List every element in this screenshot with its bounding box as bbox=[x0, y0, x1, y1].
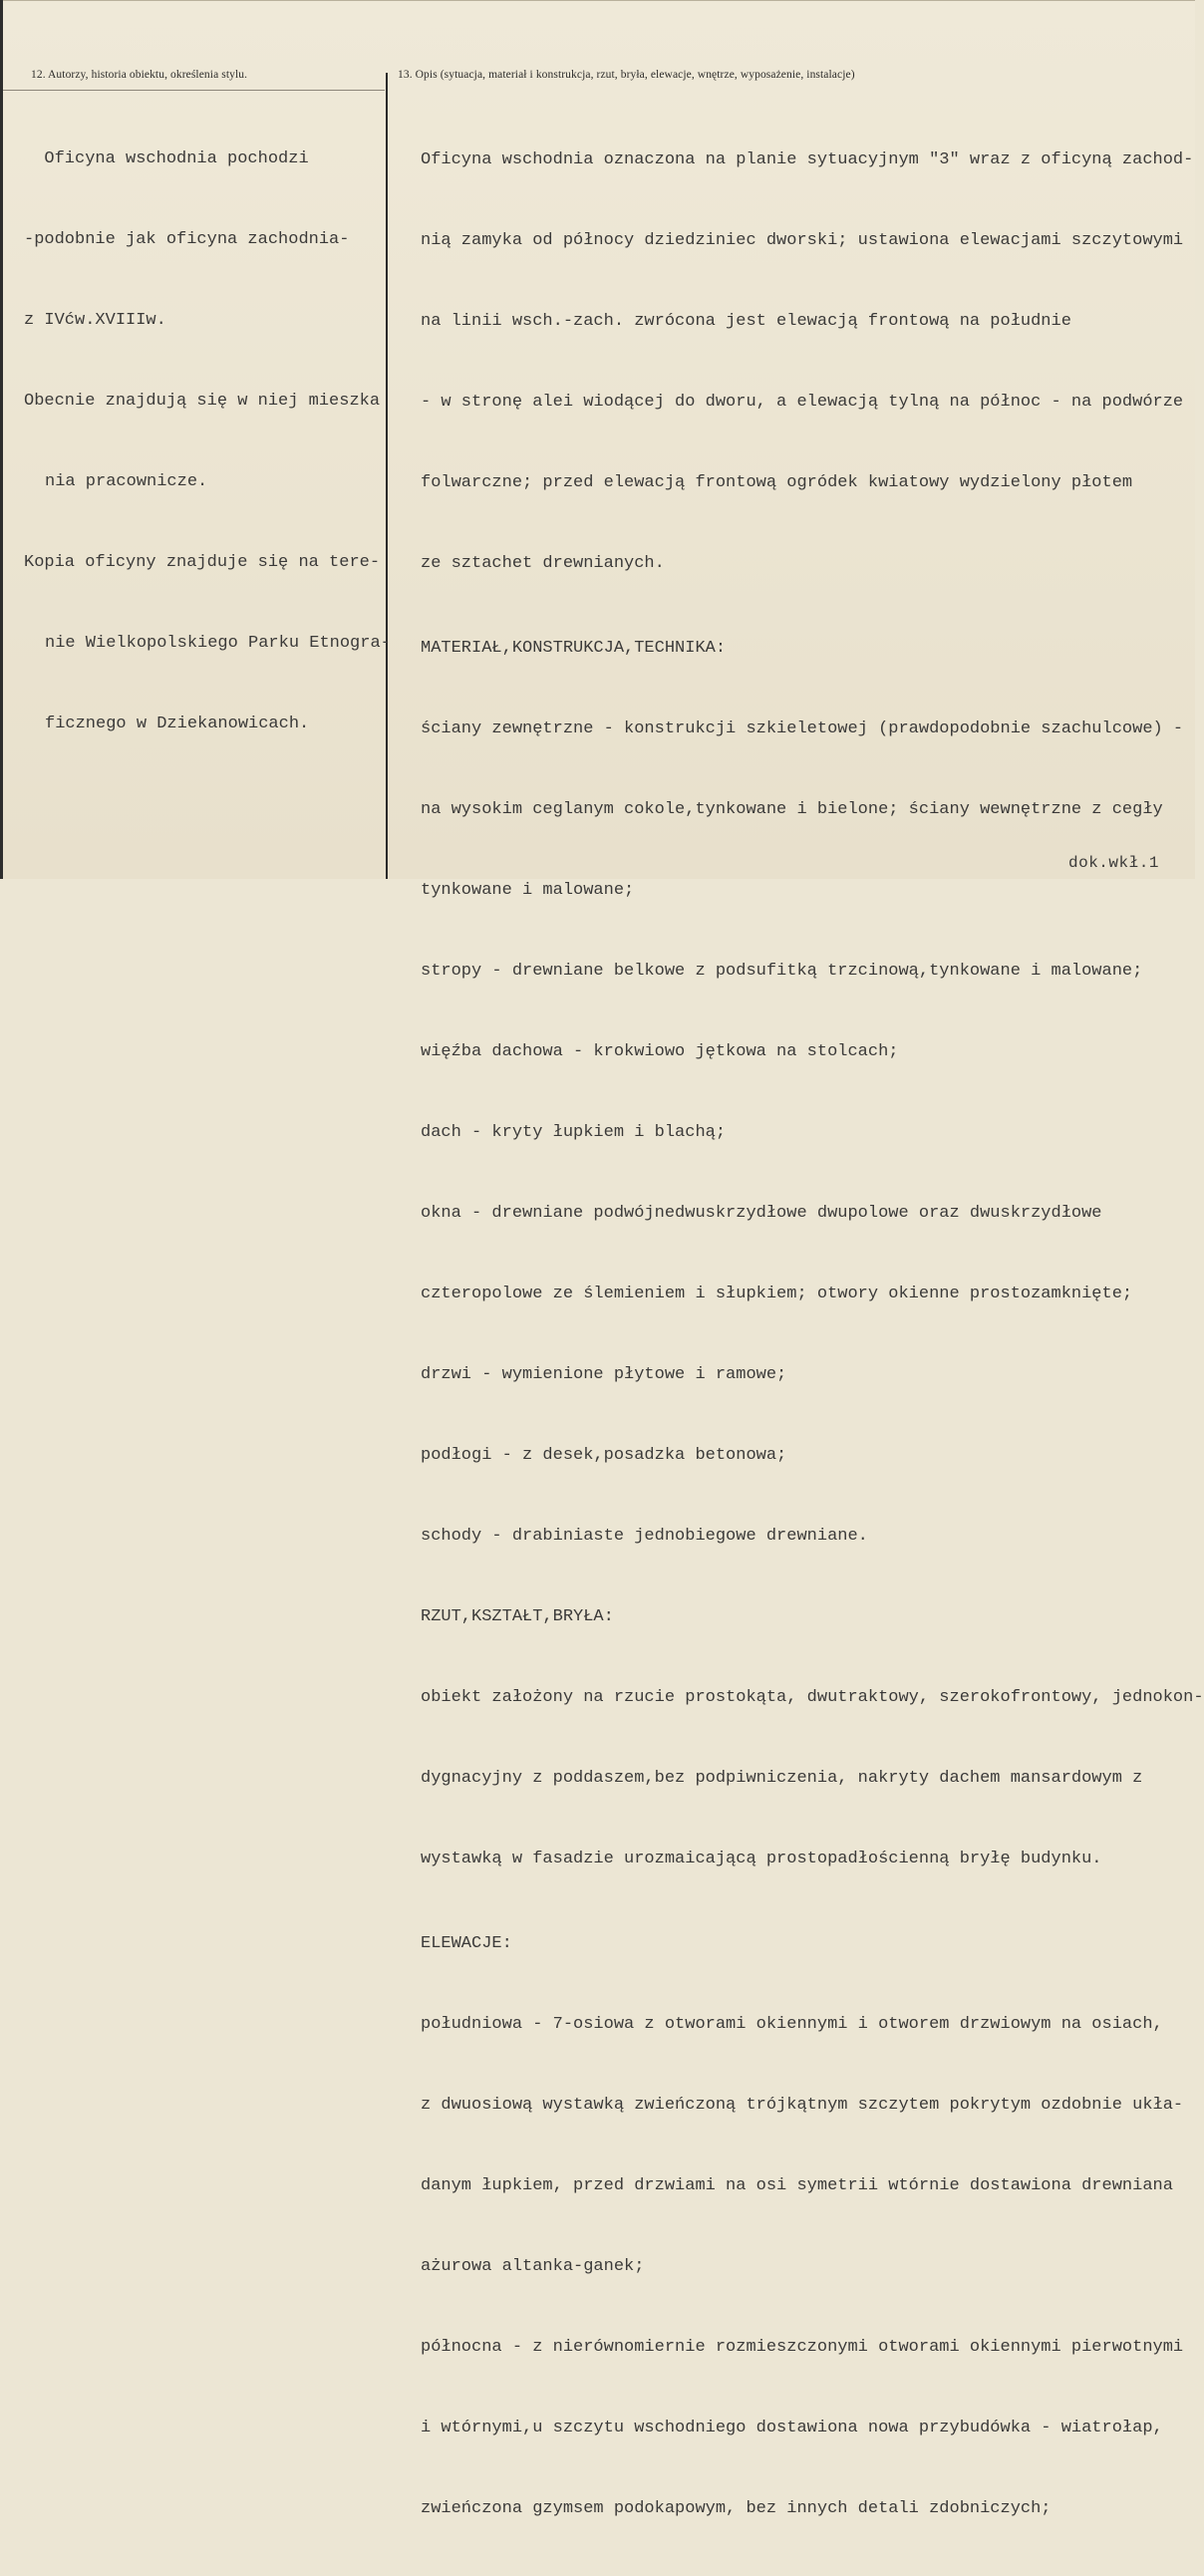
right-line: tynkowane i malowane; bbox=[421, 881, 635, 900]
right-line: południowa - 7-osiowa z otworami okiennymi i otworem drzwiowym na osiach, bbox=[421, 2015, 1163, 2034]
left-line: Oficyna wschodnia pochodzi bbox=[24, 149, 309, 168]
right-line: na wysokim ceglanym cokole,tynkowane i bielone; ściany wewnętrzne z cegły bbox=[421, 800, 1163, 819]
section-13-text bbox=[421, 93, 1204, 2576]
right-line: i wtórnymi,u szczytu wschodniego dostawiona nowa przybudówka - wiatrołap, bbox=[421, 2419, 1163, 2437]
subheading-rzut: RZUT,KSZTAŁT,BRYŁA: bbox=[421, 1607, 614, 1626]
right-line: obiekt założony na rzucie prostokąta, dwutraktowy, szerokofrontowy, jednokon- bbox=[421, 1688, 1204, 1707]
section-12-header: 12. Autorzy, historia obiektu, określenia stylu. bbox=[31, 69, 248, 81]
right-line: dach - kryty łupkiem i blachą; bbox=[421, 1123, 727, 1142]
subheading-material: MATERIAŁ,KONSTRUKCJA,TECHNIKA: bbox=[421, 639, 727, 658]
right-line: danym łupkiem, przed drzwiami na osi symetrii wtórnie dostawiona drewniana bbox=[421, 2176, 1173, 2195]
left-line: nia pracownicze. bbox=[45, 472, 208, 491]
section-13-header: 13. Opis (sytuacja, materiał i konstrukcja, rzut, bryła, elewacje, wnętrze, wyposażenie, instalacje) bbox=[398, 69, 855, 81]
left-line: ficznego w Dziekanowicach. bbox=[45, 715, 310, 733]
left-edge-border bbox=[0, 0, 3, 879]
document-reference-stamp: dok.wkł.1 bbox=[1068, 854, 1159, 872]
section-12-header-rule bbox=[3, 90, 385, 91]
right-line: podłogi - z desek,posadzka betonowa; bbox=[421, 1446, 787, 1465]
right-line: Oficyna wschodnia oznaczona na planie sytuacyjnym "3" wraz z oficyną zachod- bbox=[421, 150, 1194, 169]
right-line: drzwi - wymienione płytowe i ramowe; bbox=[421, 1365, 787, 1384]
section-12-text bbox=[24, 92, 391, 791]
subheading-elewacje: ELEWACJE: bbox=[421, 1934, 512, 1953]
right-line: ściany zewnętrzne - konstrukcji szkieletowej (prawdopodobnie szachulcowe) - bbox=[421, 719, 1184, 738]
left-line: z IVćw.XVIIIw. bbox=[24, 311, 166, 330]
left-line: Kopia oficyny znajduje się na tere- bbox=[24, 553, 381, 572]
left-line: Obecnie znajdują się w niej mieszka bbox=[24, 392, 381, 411]
right-line: stropy - drewniane belkowe z podsufitką trzcinową,tynkowane i malowane; bbox=[421, 962, 1143, 981]
right-line: wystawką w fasadzie urozmaicającą prostopadłościenną bryłę budynku. bbox=[421, 1850, 1102, 1868]
right-line: - w stronę alei wiodącej do dworu, a elewacją tylną na północ - na podwórze bbox=[421, 393, 1184, 412]
right-line: zwieńczona gzymsem podokapowym, bez innych detali zdobniczych; bbox=[421, 2499, 1052, 2518]
left-line: nie Wielkopolskiego Parku Etnogra- bbox=[45, 634, 391, 653]
right-line: ażurowa altanka-ganek; bbox=[421, 2257, 645, 2276]
right-line: folwarczne; przed elewacją frontową ogródek kwiatowy wydzielony płotem bbox=[421, 473, 1133, 492]
top-edge-line bbox=[0, 0, 1195, 1]
left-line: -podobnie jak oficyna zachodnia- bbox=[24, 230, 350, 249]
right-line: schody - drabiniaste jednobiegowe drewniane. bbox=[421, 1527, 868, 1546]
right-line: dygnacyjny z poddaszem,bez podpiwniczenia, nakryty dachem mansardowym z bbox=[421, 1769, 1143, 1788]
right-line: północna - z nierównomiernie rozmieszczonymi otworami okiennymi pierwotnymi bbox=[421, 2338, 1184, 2357]
right-line: okna - drewniane podwójnedwuskrzydłowe dwupolowe oraz dwuskrzydłowe bbox=[421, 1204, 1102, 1223]
right-line: czteropolowe ze ślemieniem i słupkiem; otwory okienne prostozamknięte; bbox=[421, 1285, 1133, 1303]
right-line: ze sztachet drewnianych. bbox=[421, 554, 665, 573]
right-line: nią zamyka od północy dziedziniec dworski; ustawiona elewacjami szczytowymi bbox=[421, 231, 1184, 250]
right-line: na linii wsch.-zach. zwrócona jest elewacją frontową na południe bbox=[421, 312, 1071, 331]
right-line: więźba dachowa - krokwiowo jętkowa na stolcach; bbox=[421, 1042, 899, 1061]
right-line: z dwuosiową wystawką zwieńczoną trójkątnym szczytem pokrytym ozdobnie ukła- bbox=[421, 2096, 1184, 2115]
